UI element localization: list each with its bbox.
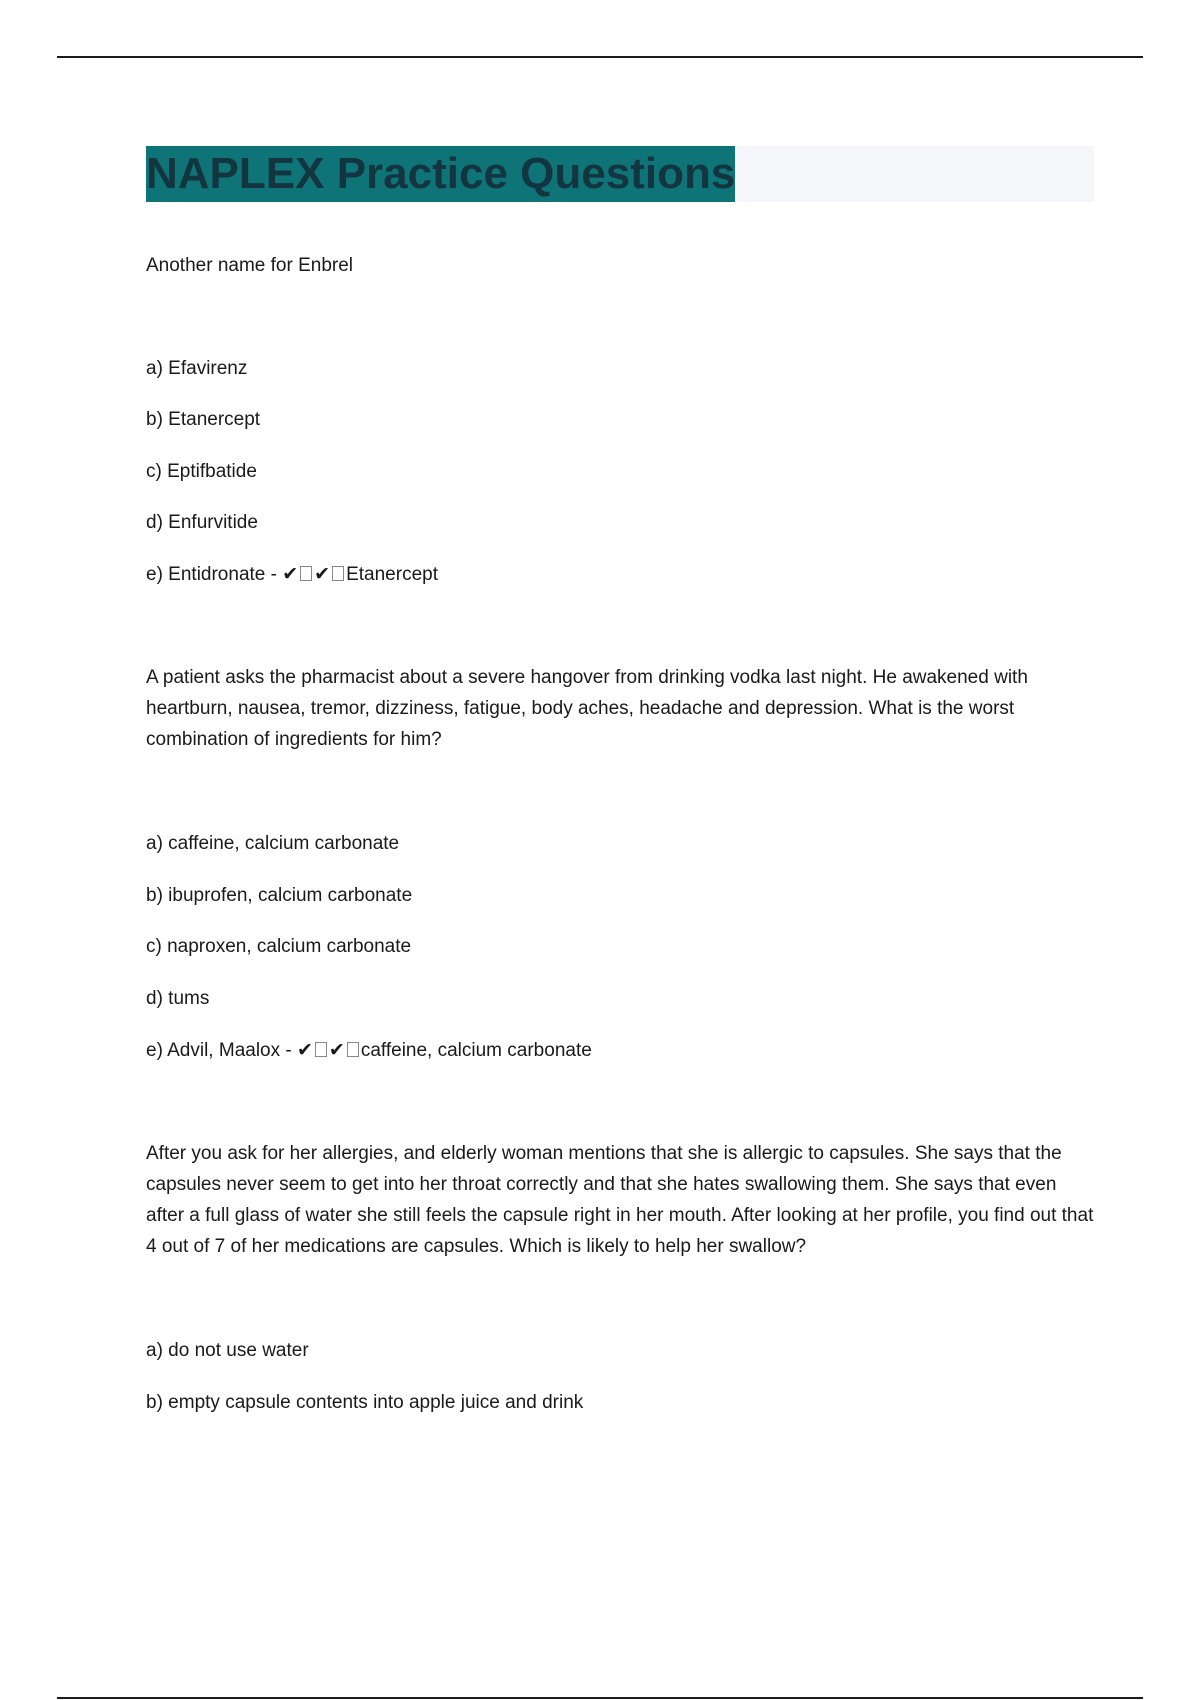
check-icon: ✔ xyxy=(328,1040,345,1061)
header-rule xyxy=(57,56,1143,58)
footer-rule xyxy=(57,1697,1143,1699)
question-2-option-b: b) ibuprofen, calcium carbonate xyxy=(146,885,413,906)
question-1-option-d: d) Enfurvitide xyxy=(146,512,258,533)
question-1-option-c: c) Eptifbatide xyxy=(146,461,257,482)
check-icon: ✔ xyxy=(314,564,331,585)
question-3-option-a: a) do not use water xyxy=(146,1340,309,1361)
empty-box-icon xyxy=(300,566,312,581)
empty-box-icon xyxy=(347,1042,359,1057)
check-icon: ✔ xyxy=(282,564,299,585)
empty-box-icon xyxy=(332,566,344,581)
question-2-answer: caffeine, calcium carbonate xyxy=(360,1040,592,1061)
question-1-option-e xyxy=(146,559,438,590)
question-1-option-a: a) Efavirenz xyxy=(146,358,248,379)
question-3-stem: After you ask for her allergies, and elderly woman mentions that she is allergic to capsules. She says that the capsules never seem to get into her throat correctly and that she hates swallowing them. She says that even after a full glass of water she still feels the capsule right in her mouth. After looking at her profile, you find out that 4 out of 7 of her medications are capsules. Which is likely to help her swallow? xyxy=(146,1143,1094,1257)
question-2-option-a: a) caffeine, calcium carbonate xyxy=(146,833,400,854)
question-1-option-b: b) Etanercept xyxy=(146,409,261,430)
question-1-option-e-label: e) Entidronate - xyxy=(146,564,283,585)
question-2-option-d: d) tums xyxy=(146,988,210,1009)
question-2-option-c: c) naproxen, calcium carbonate xyxy=(146,936,412,957)
question-2-option-e-label: e) Advil, Maalox - xyxy=(146,1040,297,1061)
empty-box-icon xyxy=(315,1042,327,1057)
question-1-stem: Another name for Enbrel xyxy=(146,255,354,276)
page-title: NAPLEX Practice Questions xyxy=(146,146,735,202)
question-2-option-e xyxy=(146,1035,592,1066)
question-2-stem: A patient asks the pharmacist about a severe hangover from drinking vodka last night. He awakened with heartburn, nausea, tremor, dizziness, fatigue, body aches, headache and depression. What is the worst combination of ingredients for him? xyxy=(146,667,1028,750)
check-icon: ✔ xyxy=(297,1040,313,1061)
question-1-answer: Etanercept xyxy=(346,564,438,585)
question-3-option-b: b) empty capsule contents into apple juice and drink xyxy=(146,1392,584,1413)
